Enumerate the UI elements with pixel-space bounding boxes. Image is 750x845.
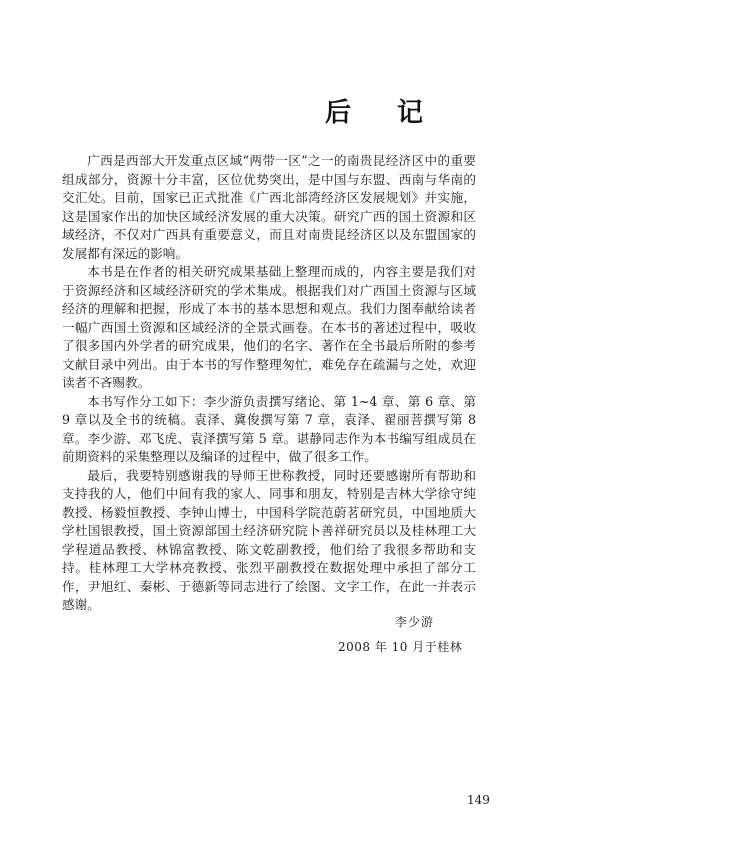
- signature-name: 李少游: [395, 615, 435, 629]
- afterword-body: [62, 152, 476, 615]
- signature-date: 2008 年 10 月于桂林: [338, 640, 463, 654]
- title-char-1: 后: [324, 98, 353, 128]
- page-title: [0, 92, 750, 129]
- title-char-2: 记: [397, 98, 426, 128]
- page-number: 149: [467, 793, 490, 807]
- paragraph-1: 广西是西部大开发重点区域“两带一区”之一的南贵昆经济区中的重要组成部分，资源十分丰富，区位优势突出，是中国与东盟、西南与华南的交汇处。目前，国家已正式批准《广西北部湾经济区发展规划》并实施，这是国家作出的加快区域经济发展的重大决策。研究广西的国土资源和区域经济，不仅对广西具有重要意义，而且对南贵昆经济区以及东盟国家的发展都有深远的影响。: [62, 153, 476, 261]
- paragraph-3: 本书写作分工如下：李少游负责撰写绪论、第 1~4 章、第 6 章、第 9 章以及全书的统稿。袁泽、冀俊撰写第 7 章，袁泽、翟丽菩撰写第 8 章。李少游、邓飞虎、袁泽撰写第 5 章。谌静同志作为本书编写组成员在前期资料的采集整理以及编译的过程中，做了很多工作。: [62, 393, 476, 464]
- paragraph-4: 最后，我要特别感谢我的导师王世称教授，同时还要感谢所有帮助和支持我的人，他们中间有我的家人、同事和朋友，特别是吉林大学徐守纯教授、杨毅恒教授、李钟山博士，中国科学院范蔚茗研究员，中国地质大学杜国银教授，国土资源部国土经济研究院卜善祥研究员以及桂林理工大学程道品教授、林锦富教授、陈文乾副教授，他们给了我很多帮助和支持。桂林理工大学林亮教授、张烈平副教授在数据处理中承担了部分工作，尹旭红、秦彬、于德新等同志进行了绘图、文字工作，在此一并表示感谢。: [62, 467, 476, 612]
- paragraph-2: 本书是在作者的相关研究成果基础上整理而成的，内容主要是我们对于资源经济和区域经济研究的学术集成。根据我们对广西国土资源与区域经济的理解和把握，形成了本书的基本思想和观点。我们力图奉献给读者一幅广西国土资源和区域经济的全景式画卷。在本书的著述过程中，吸收了很多国内外学者的研究成果，他们的名字、著作在全书最后所附的参考文献目录中列出。由于本书的写作整理匆忙，难免存在疏漏与之处，欢迎读者不吝赐教。: [62, 264, 476, 390]
